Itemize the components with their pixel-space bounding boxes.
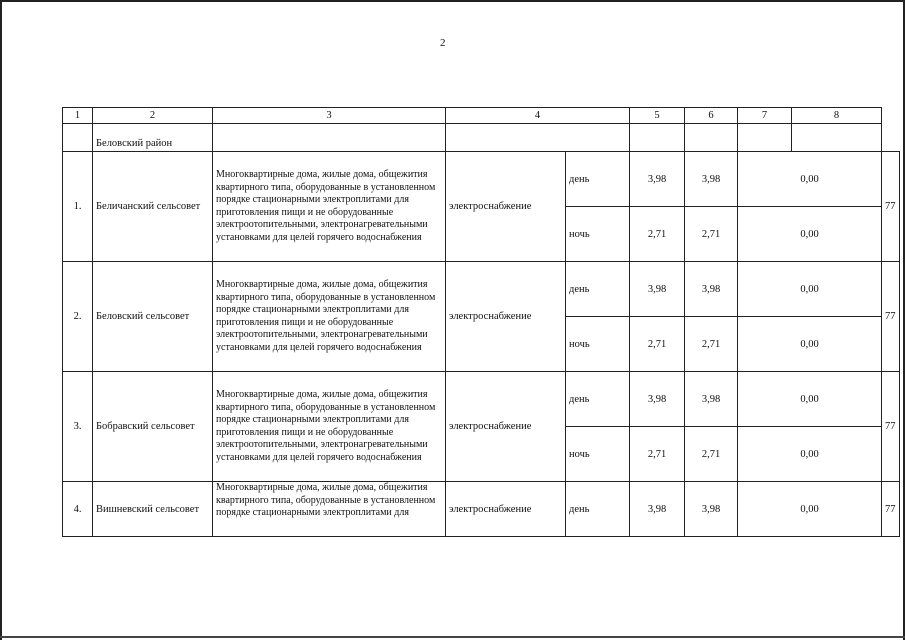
district-empty-7 [738, 124, 792, 152]
value-col-8: 77 [882, 152, 900, 262]
value-col-7: 0,00 [738, 152, 882, 207]
value-col-6: 3,98 [685, 152, 738, 207]
value-col-5: 2,71 [630, 317, 685, 372]
table-row [63, 262, 900, 317]
value-col-6: 2,71 [685, 207, 738, 262]
settlement-name: Вишневский сельсовет [93, 482, 213, 537]
value-col-8: 77 [882, 372, 900, 482]
header-cell-5: 5 [630, 108, 685, 124]
district-empty-8 [792, 124, 882, 152]
page-border-bottom [0, 636, 905, 638]
consumer-category: Многоквартирные дома, жилые дома, общежития квартирного типа, оборудованные в установленном порядке стационарными электроплитами для приготовления пищи и не оборудованные электроотопительными, электронагревательными установками для целей горячего водоснабжения [213, 372, 446, 482]
district-row [63, 124, 900, 152]
value-col-5: 2,71 [630, 427, 685, 482]
service-type: электроснабжение [446, 482, 566, 537]
page-border-top [0, 0, 905, 2]
page-border-left [0, 0, 2, 640]
time-zone: день [566, 482, 630, 537]
value-col-5: 3,98 [630, 482, 685, 537]
header-cell-2: 2 [93, 108, 213, 124]
value-col-7: 0,00 [738, 207, 882, 262]
consumer-category: Многоквартирные дома, жилые дома, общежития квартирного типа, оборудованные в установленном порядке стационарными электроплитами для приготовления пищи и не оборудованные электроотопительными, электронагревательными установками для целей горячего водоснабжения [213, 152, 446, 262]
table-row [63, 482, 900, 537]
district-empty-num [63, 124, 93, 152]
table-row [63, 152, 900, 207]
time-zone: ночь [566, 317, 630, 372]
time-zone: день [566, 262, 630, 317]
row-number: 3. [63, 372, 93, 482]
header-cell-8: 8 [792, 108, 882, 124]
header-cell-3: 3 [213, 108, 446, 124]
settlement-name: Бобравский сельсовет [93, 372, 213, 482]
value-col-8: 77 [882, 482, 900, 537]
row-number: 1. [63, 152, 93, 262]
value-col-7: 0,00 [738, 262, 882, 317]
value-col-6: 3,98 [685, 262, 738, 317]
header-row [63, 108, 900, 124]
district-name: Беловский район [93, 124, 213, 152]
district-empty-6 [685, 124, 738, 152]
service-type: электроснабжение [446, 372, 566, 482]
consumer-category: Многоквартирные дома, жилые дома, общежития квартирного типа, оборудованные в установленном порядке стационарными электроплитами для [213, 482, 446, 537]
value-col-6: 3,98 [685, 372, 738, 427]
header-cell-1: 1 [63, 108, 93, 124]
header-cell-6: 6 [685, 108, 738, 124]
time-zone: день [566, 372, 630, 427]
tariff-table [62, 107, 900, 537]
value-col-6: 2,71 [685, 317, 738, 372]
time-zone: ночь [566, 207, 630, 262]
district-empty-5 [630, 124, 685, 152]
value-col-7: 0,00 [738, 317, 882, 372]
value-col-6: 2,71 [685, 427, 738, 482]
district-empty-4 [446, 124, 630, 152]
header-cell-4: 4 [446, 108, 630, 124]
service-type: электроснабжение [446, 152, 566, 262]
value-col-6: 3,98 [685, 482, 738, 537]
row-number: 4. [63, 482, 93, 537]
service-type: электроснабжение [446, 262, 566, 372]
value-col-7: 0,00 [738, 372, 882, 427]
row-number: 2. [63, 262, 93, 372]
settlement-name: Беловский сельсовет [93, 262, 213, 372]
value-col-5: 2,71 [630, 207, 685, 262]
consumer-category: Многоквартирные дома, жилые дома, общежития квартирного типа, оборудованные в установленном порядке стационарными электроплитами для приготовления пищи и не оборудованные электроотопительными, электронагревательными установками для целей горячего водоснабжения [213, 262, 446, 372]
value-col-8: 77 [882, 262, 900, 372]
district-empty-3 [213, 124, 446, 152]
time-zone: день [566, 152, 630, 207]
header-cell-7: 7 [738, 108, 792, 124]
page-number: 2 [440, 37, 446, 49]
time-zone: ночь [566, 427, 630, 482]
table-row [63, 372, 900, 427]
value-col-7: 0,00 [738, 482, 882, 537]
value-col-7: 0,00 [738, 427, 882, 482]
value-col-5: 3,98 [630, 152, 685, 207]
value-col-5: 3,98 [630, 372, 685, 427]
settlement-name: Беличанский сельсовет [93, 152, 213, 262]
value-col-5: 3,98 [630, 262, 685, 317]
